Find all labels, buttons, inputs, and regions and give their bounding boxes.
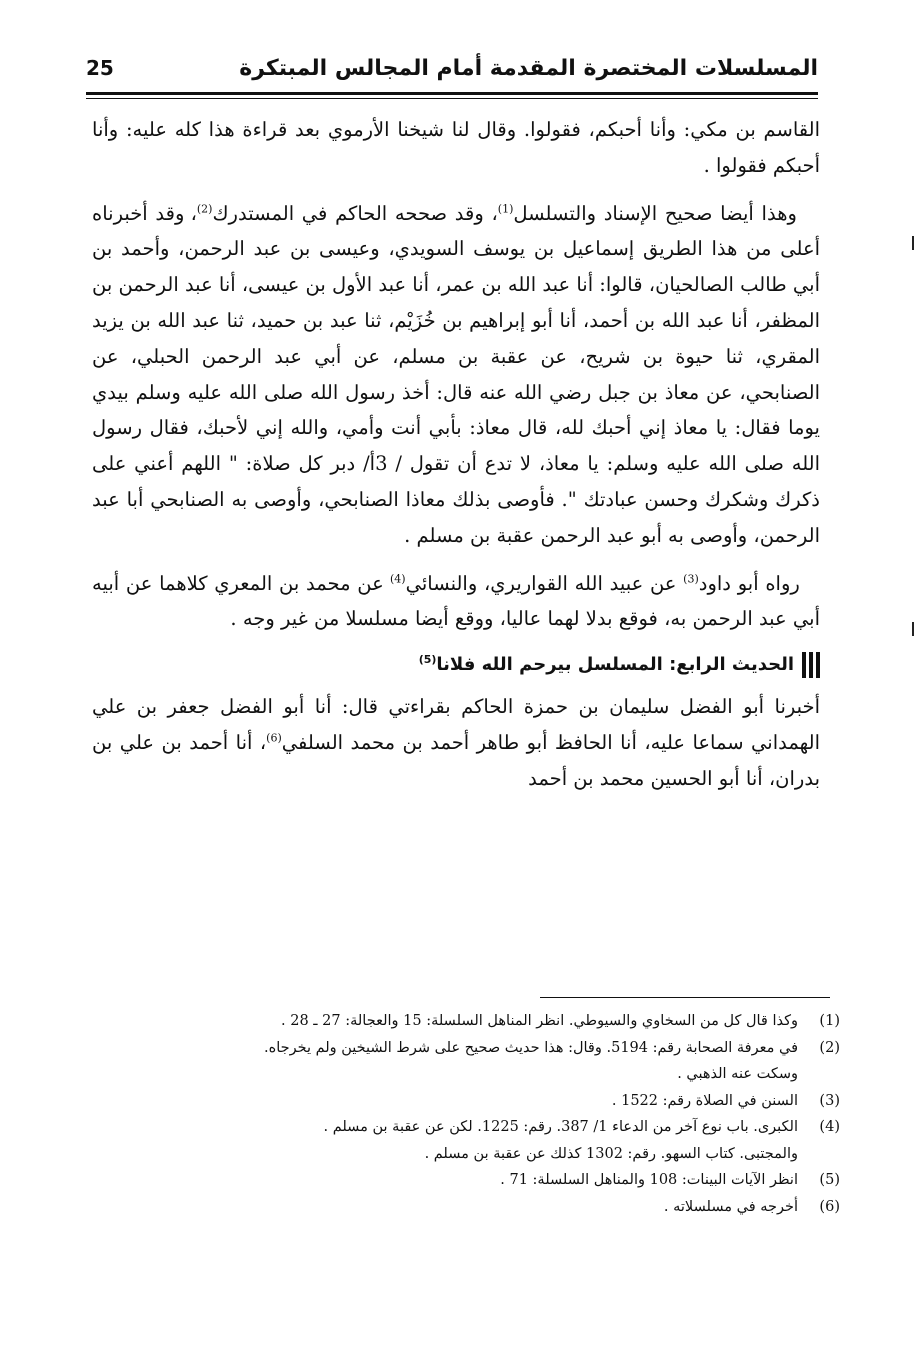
footnote [80,1114,840,1167]
footnote-ref[interactable]: (4) [390,572,406,586]
footnote-ref[interactable]: (2) [196,202,213,216]
header-rule-thin [86,98,818,99]
footnote-text [80,1035,798,1088]
footnote-line: انظر الآيات البينات: 108 والمناهل السلسلة: 71 . [500,1172,798,1188]
heading-title: الحديث الرابع: المسلسل بيرحم الله فلانا [436,654,794,676]
footnote-text [80,1114,798,1167]
paragraph-text: وهذا أيضا صحيح الإسناد والتسلسل [513,201,797,225]
footnote [80,1008,840,1035]
header-rule-thick [86,92,818,95]
margin-tick [912,236,914,250]
section-heading [92,647,820,683]
section-heading-text [419,647,794,683]
footnote-line: السنن في الصلاة رقم: 1522 . [611,1092,798,1109]
footnote-number: (5) [819,1172,840,1188]
paragraph [92,566,820,638]
footnote [80,1035,840,1088]
footnote-ref[interactable]: (5) [418,653,437,667]
page-number: 25 [86,56,114,80]
footnote-number: (1) [819,1013,840,1029]
paragraph-text: ، وقد صححه الحاكم في المستدرك [212,201,498,225]
footnote [80,1194,840,1221]
paragraph: القاسم بن مكي: وأنا أحبكم، فقولوا. وقال لنا شيخنا الأرموي بعد قراءة هذا كله عليه: وأنا أحبكم فقولوا . [92,118,820,177]
running-header [86,56,818,92]
paragraph [92,689,820,796]
footnotes [80,1008,840,1220]
footnote-line: الكبرى. باب نوع آخر من الدعاء 1/ 387. رقم: 1225. لكن عن عقبة بن مسلم . [323,1119,798,1135]
footnote-text [80,1008,798,1035]
paragraph-text: عن محمد بن المعري كلاهما عن أبيه أبي عبد الرحمن به، فوقع بدلا لهما عاليا، ووقع أيضا مسلسلا من غير وجه . [92,571,820,631]
paragraph-text: ، أنا أحمد بن علي بن بدران، أنا أبو الحسين محمد بن أحمد [92,730,820,790]
running-title: المسلسلات المختصرة المقدمة أمام المجالس المبتكرة [239,56,818,81]
footnote-number: (3) [819,1092,840,1109]
footnote-separator [540,997,830,998]
footnote-number: (2) [819,1039,840,1056]
footnote-number: (6) [819,1198,840,1215]
paragraph [92,196,820,554]
footnote-ref[interactable]: (6) [266,731,282,745]
footnote-line: والمجتبى. كتاب السهو. رقم: 1302 كذلك عن عقبة بن مسلم . [424,1145,798,1162]
paragraph-text: ، وقد أخبرناه أعلى من هذا الطريق إسماعيل بن يوسف السويدي، وعيسى بن عبد الرحمن، وأحمد بن أبي طالب الصالحيان، قالوا: أنا عبد الله بن عمر، أنا عبد الأول بن عيسى، أنا عبد الرحمن بن المظفر، أنا عبد الله بن أحمد، أنا أبو إبراهيم بن خُزَيْم، ثنا عبد بن حميد، ثنا عبد الله بن يزيد المقري، ثنا حيوة بن شريح، عن عقبة بن مسلم، عن أبي عبد الرحمن الحبلي، عن الصنابحي، عن معاذ بن جبل رضي الله عنه قال: أخذ رسول الله صلى الله عليه وسلم بيدي يوما فقال: يا معاذ إني أحبك لله، قال معاذ: بأبي أنت وأمي، والله إني لأحبك، فقال رسول الله صلى الله عليه وسلم: يا معاذ، لا تدع أن تقول / 3أ/ دبر كل صلاة: " اللهم أعني على ذكرك وشكرك وحسن عبادتك ". فأوصى بذلك معاذا الصنابحي، وأوصى به الصنابحي أبا عبد الرحمن، وأوصى به أبو عبد الرحمن عقبة بن مسلم . [91,201,821,547]
paragraph-text: عن عبيد الله القواريري، والنسائي [405,571,684,595]
footnote [80,1167,840,1194]
footnote-line: وكذا قال كل من السخاوي والسيوطي. انظر المناهل السلسلة: 15 والعجالة: 27 ـ 28 . [281,1013,798,1029]
main-text [92,112,820,796]
footnote-text [80,1167,798,1194]
footnote-line: وسكت عنه الذهبي . [677,1066,798,1082]
heading-bar-icon [802,652,820,678]
footnote [80,1088,840,1115]
footnote-text [80,1088,798,1115]
footnote-line: في معرفة الصحابة رقم: 5194. وقال: هذا حديث صحيح على شرط الشيخين ولم يخرجاه. [264,1039,798,1056]
footnote-ref[interactable]: (1) [497,202,514,216]
paragraph-text: أخبرنا أبو الفضل سليمان بن حمزة الحاكم بقراءتي قال: أنا أبو الفضل جعفر بن علي الهمداني سماعا عليه، أنا الحافظ أبو طاهر أحمد بن محمد السلفي [92,694,820,754]
margin-tick [912,622,914,636]
footnote-line: أخرجه في مسلسلاته . [663,1198,798,1215]
paragraph-text: رواه أبو داود [698,571,800,595]
footnote-ref[interactable]: (3) [683,572,699,586]
footnote-number: (4) [819,1119,840,1135]
footnote-text [80,1194,798,1221]
